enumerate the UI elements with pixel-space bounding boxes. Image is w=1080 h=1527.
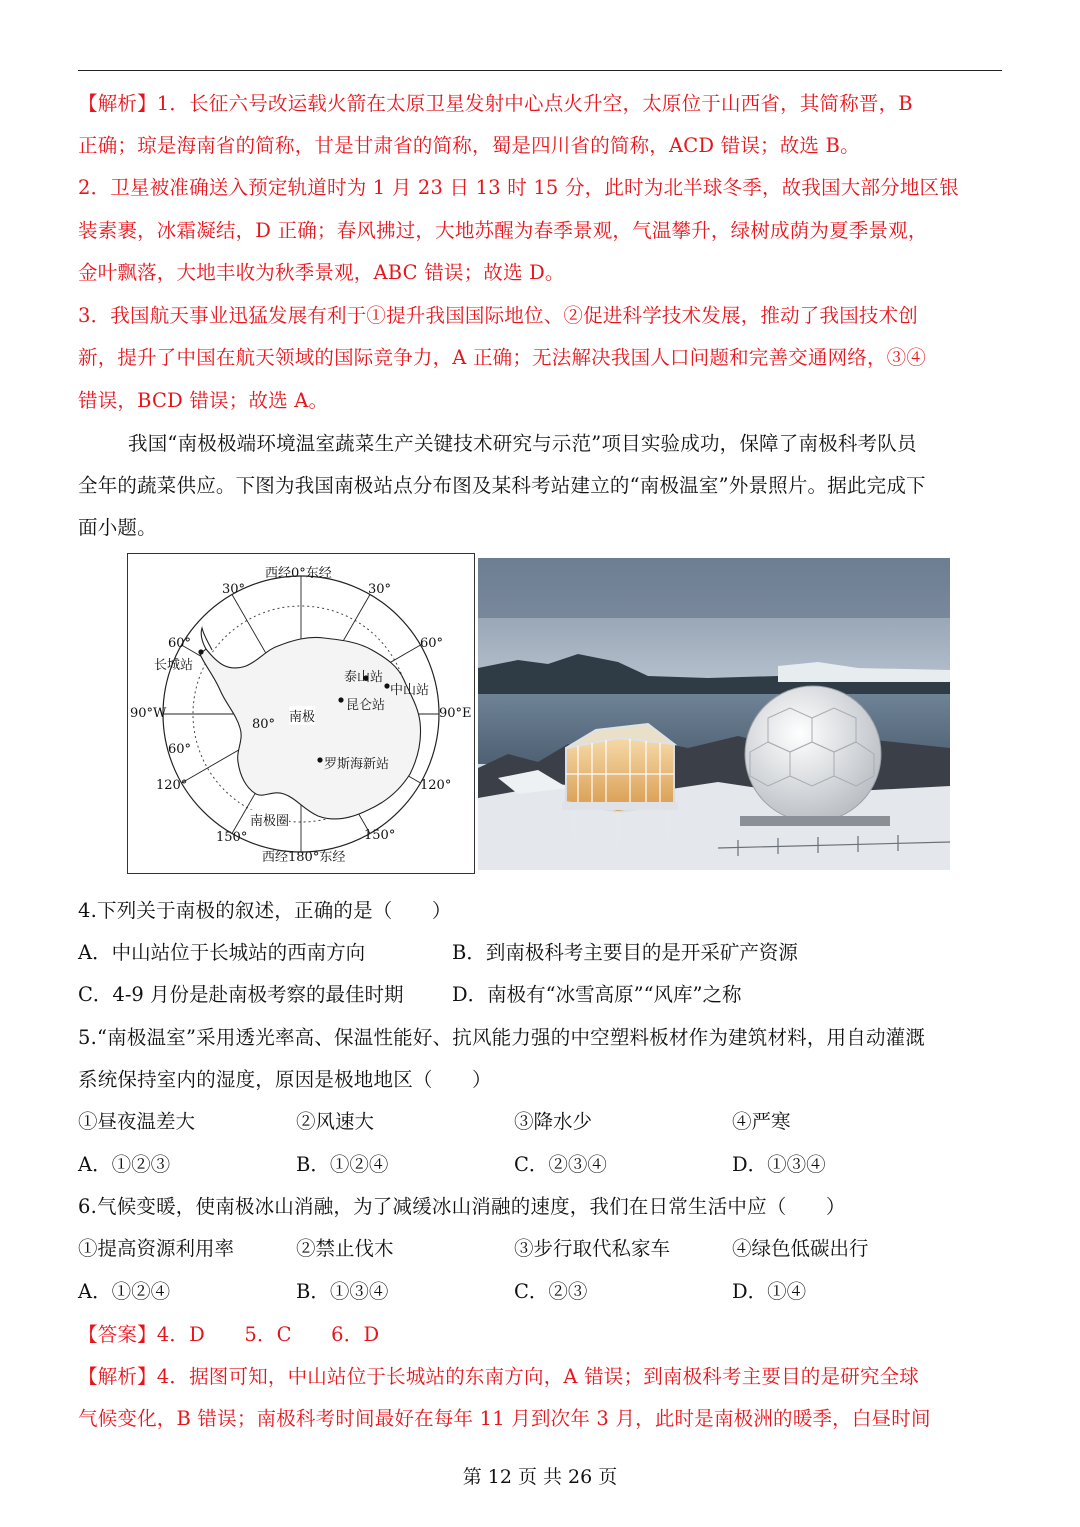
station-zhongshan-label: 中山站 bbox=[390, 683, 430, 698]
q5-item-1: ①昼夜温差大 bbox=[78, 1110, 196, 1133]
map-antarctic-circle-label: 南极圈 bbox=[250, 810, 289, 829]
analysis2-line2: 气候变化，B 错误；南极科考时间最好在每年 11 月到次年 3 月，此时是南极洲的暖季，白昼时间 bbox=[78, 1407, 931, 1430]
analysis1-line5: 金叶飘落，大地丰收为秋季景观，ABC 错误；故选 D。 bbox=[78, 261, 565, 284]
map-lat80-label: 80° bbox=[252, 717, 276, 732]
map-lon30-right: 30° bbox=[368, 582, 392, 597]
map-lon60-ll: 60° bbox=[168, 742, 192, 757]
analysis1-line7: 新，提升了中国在航天领域的国际竞争力，A 正确；无法解决我国人口问题和完善交通网络，③④ bbox=[78, 346, 927, 369]
antarctic-station-map bbox=[127, 553, 475, 874]
intro-line2: 全年的蔬菜供应。下图为我国南极站点分布图及某科考站建立的“南极温室”外景照片。据此完成下 bbox=[78, 474, 926, 497]
q6-option-c: C．②③ bbox=[514, 1280, 588, 1303]
q6-option-b: B．①③④ bbox=[296, 1280, 389, 1303]
q6-item-3: ③步行取代私家车 bbox=[514, 1237, 671, 1260]
q5-option-d: D．①③④ bbox=[732, 1153, 826, 1176]
map-lon150-l: 150° bbox=[216, 830, 248, 845]
q5-option-c: C．②③④ bbox=[514, 1153, 607, 1176]
q4-stem: 4.下列关于南极的叙述，正确的是（ ） bbox=[78, 899, 452, 922]
q6-item-4: ④绿色低碳出行 bbox=[732, 1237, 869, 1260]
map-lon150-r: 150° bbox=[364, 828, 396, 843]
q6-item-1: ①提高资源利用率 bbox=[78, 1237, 235, 1260]
station-kunlun-label: 昆仑站 bbox=[346, 698, 386, 713]
analysis1-line2: 正确；琼是海南省的简称，甘是甘肃省的简称，蜀是四川省的简称，ACD 错误；故选 B。 bbox=[78, 134, 860, 157]
map-lon60-ul: 60° bbox=[168, 636, 192, 651]
analysis2-line1: 【解析】4．据图可知，中山站位于长城站的东南方向，A 错误；到南极科考主要目的是研究全球 bbox=[78, 1365, 919, 1388]
analysis1-line3: 2．卫星被准确送入预定轨道时为 1 月 23 日 13 时 15 分，此时为北半球冬季，故我国大部分地区银 bbox=[78, 176, 959, 199]
q6-option-a: A．①②④ bbox=[78, 1280, 171, 1303]
greenhouse-photo bbox=[478, 558, 950, 870]
intro-line3: 面小题。 bbox=[78, 516, 157, 539]
q5-item-3: ③降水少 bbox=[514, 1110, 593, 1133]
map-lon30-left: 30° bbox=[222, 582, 246, 597]
station-rosssea-label: 罗斯海新站 bbox=[324, 757, 390, 772]
q6-option-d: D．①④ bbox=[732, 1280, 807, 1303]
intro-line1: 我国“南极极端环境温室蔬菜生产关键技术研究与示范”项目实验成功，保障了南极科考队员 bbox=[128, 432, 917, 455]
rosssea-dot bbox=[317, 757, 322, 762]
q5-option-b: B．①②④ bbox=[296, 1153, 389, 1176]
station-changcheng-label: 长城站 bbox=[154, 658, 194, 673]
map-top-label: 西经0°东经 bbox=[265, 566, 332, 581]
map-bottom-label: 西经180°东经 bbox=[262, 850, 346, 865]
map-lon120-l: 120° bbox=[156, 778, 188, 793]
q5-item-4: ④严寒 bbox=[732, 1110, 791, 1133]
kunlun-dot bbox=[338, 697, 343, 702]
changcheng-dot bbox=[198, 649, 203, 654]
map-lon120-r: 120° bbox=[420, 778, 452, 793]
map-lon60-ur: 60° bbox=[420, 636, 444, 651]
map-right-label: 90°E bbox=[439, 706, 472, 721]
q5-stem-line1: 5.“南极温室”采用透光率高、保温性能好、抗风能力强的中空塑料板材作为建筑材料，用自动灌溉 bbox=[78, 1026, 926, 1049]
q6-stem: 6.气候变暖，使南极冰山消融，为了减缓冰山消融的速度，我们在日常生活中应（ ） bbox=[78, 1195, 846, 1218]
map-center-label: 南极 bbox=[289, 706, 315, 725]
q4-option-b: B．到南极科考主要目的是开采矿产资源 bbox=[452, 941, 798, 964]
page-footer: 第 12 页 共 26 页 bbox=[462, 1466, 618, 1488]
zhongshan-dot bbox=[384, 683, 389, 688]
analysis1-line6: 3．我国航天事业迅猛发展有利于①提升我国国际地位、②促进科学技术发展，推动了我国技术创 bbox=[78, 304, 919, 327]
q4-option-a: A．中山站位于长城站的西南方向 bbox=[78, 941, 366, 964]
q4-option-c: C．4-9 月份是赴南极考察的最佳时期 bbox=[78, 983, 404, 1006]
q4-option-d: D．南极有“冰雪高原”“风库”之称 bbox=[452, 983, 742, 1006]
q5-option-a: A．①②③ bbox=[78, 1153, 171, 1176]
q6-item-2: ②禁止伐木 bbox=[296, 1237, 394, 1260]
q5-stem-line2: 系统保持室内的湿度，原因是极地地区（ ） bbox=[78, 1068, 492, 1091]
analysis1-line4: 装素裹，冰霜凝结，D 正确；春风拂过，大地苏醒为春季景观，气温攀升，绿树成荫为夏季景观， bbox=[78, 219, 928, 242]
map-left-label: 90°W bbox=[130, 706, 167, 721]
header-rule bbox=[78, 70, 1002, 71]
answer-line: 【答案】4．D 5．C 6．D bbox=[78, 1323, 380, 1346]
analysis1-line8: 错误，BCD 错误；故选 A。 bbox=[78, 389, 329, 412]
station-taishan-label: 泰山站 bbox=[344, 670, 384, 685]
q5-item-2: ②风速大 bbox=[296, 1110, 375, 1133]
analysis1-line1: 【解析】1．长征六号改运载火箭在太原卫星发射中心点火升空，太原位于山西省，其简称晋，B bbox=[78, 92, 913, 115]
